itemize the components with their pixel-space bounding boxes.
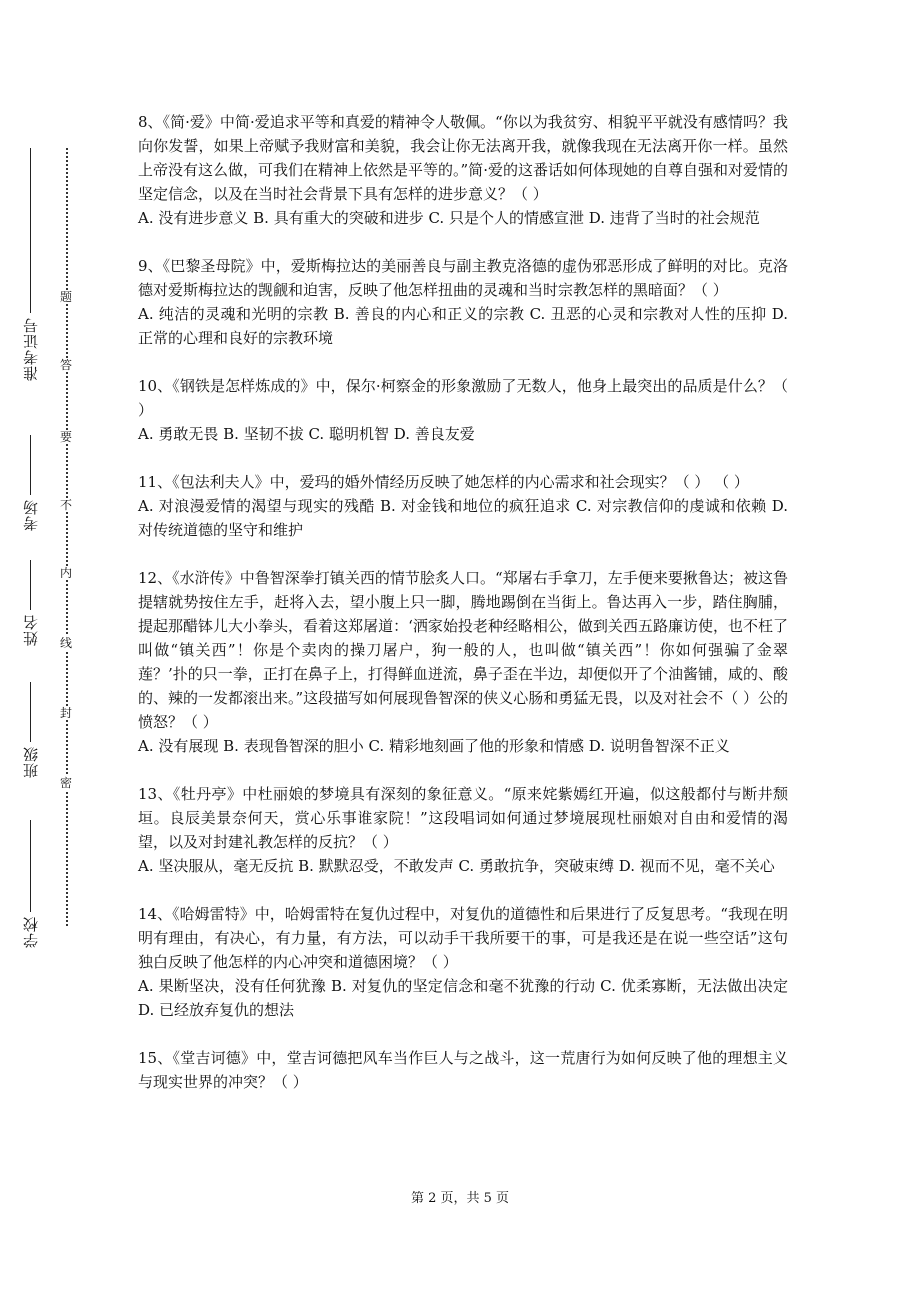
question-list: [138, 110, 788, 1118]
question-8: [138, 110, 788, 230]
exam-room-field: [10, 435, 50, 531]
question-options: A. 坚决服从，毫无反抗 B. 默默忍受，不敢发声 C. 勇敢抗争，突破束缚 D. 视而不见，毫不关心: [138, 857, 775, 875]
question-stem: 11、《包法利夫人》中，爱玛的婚外情经历反映了她怎样的内心需求和社会现实？（ ） （ ）: [138, 473, 749, 491]
question-stem: 10、《钢铁是怎样炼成的》中，保尔·柯察金的形象激励了无数人，他身上最突出的品质是什么？（ ）: [138, 377, 788, 419]
seal-char: 密: [59, 776, 72, 790]
question-14: [138, 902, 788, 1022]
question-13: [138, 782, 788, 878]
school-field: [10, 820, 50, 948]
question-options: A. 没有进步意义 B. 具有重大的突破和进步 C. 只是个人的情感宣泄 D. 违背了当时的社会规范: [138, 209, 760, 227]
school-blank[interactable]: [30, 820, 31, 912]
seal-char: 要: [59, 430, 72, 444]
exam-id-blank[interactable]: [30, 148, 31, 313]
exam-room-blank[interactable]: [30, 435, 31, 495]
name-label: 姓名: [21, 614, 40, 646]
question-stem: 14、《哈姆雷特》中，哈姆雷特在复仇过程中，对复仇的道德性和后果进行了反复思考。“我现在明明有理由，有决心，有力量，有方法，可以动手干我所要干的事，可是我还是在说一些空话”这句独白反映了他怎样的内心冲突和道德困境？（ ）: [138, 905, 788, 971]
seal-char: 不: [59, 498, 72, 512]
exam-id-label: 准考证号: [21, 317, 40, 381]
exam-room-label: 考场: [21, 499, 40, 531]
question-10: [138, 374, 788, 446]
seal-dotted-line: [66, 148, 68, 926]
question-9: [138, 254, 788, 350]
seal-char: 封: [59, 706, 72, 720]
seal-char: 线: [59, 636, 72, 650]
seal-char: 答: [59, 358, 72, 372]
question-11: [138, 470, 788, 542]
question-stem: 12、《水浒传》中鲁智深拳打镇关西的情节脍炙人口。“郑屠右手拿刀，左手便来要揪鲁达；被这鲁提辖就势按住左手，赶将入去，望小腹上只一脚，腾地踢倒在当街上。鲁达再入一步，踏住胸脯，提起那醋钵儿大小拳头，看着这郑屠道：‘洒家始投老种经略相公，做到关西五路廉访使，也不枉了叫做“镇关西”！你是个卖肉的操刀屠户，狗一般的人，也叫做“镇关西”！你如何强骗了金翠莲？’扑的只一拳，正打在鼻子上，打得鲜血迸流，鼻子歪在半边，却便似开了个油酱铺，咸的、酸的、辣的一发都滚出来。”这段描写如何展现鲁智深的侠义心肠和勇猛无畏，以及对社会不（ ）公的愤怒？（ ）: [138, 569, 788, 731]
question-options: A. 勇敢无畏 B. 坚韧不拔 C. 聪明机智 D. 善良友爱: [138, 425, 475, 443]
question-stem: 13、《牡丹亭》中杜丽娘的梦境具有深刻的象征意义。“原来姹紫嫣红开遍，似这般都付与断井颓垣。良辰美景奈何天，赏心乐事谁家院！”这段唱词如何通过梦境展现杜丽娘对自由和爱情的渴望，以及对封建礼教怎样的反抗？（ ）: [138, 785, 788, 851]
question-options: A. 没有展现 B. 表现鲁智深的胆小 C. 精彩地刻画了他的形象和情感 D. 说明鲁智深不正义: [138, 737, 730, 755]
question-options: A. 纯洁的灵魂和光明的宗教 B. 善良的内心和正义的宗教 C. 丑恶的心灵和宗教对人性的压抑 D. 正常的心理和良好的宗教环境: [138, 305, 788, 347]
question-15: [138, 1046, 788, 1094]
name-field: [10, 560, 50, 646]
class-blank[interactable]: [30, 682, 31, 742]
question-stem: 15、《堂吉诃德》中，堂吉诃德把风车当作巨人与之战斗，这一荒唐行为如何反映了他的理想主义与现实世界的冲突？（ ）: [138, 1049, 788, 1091]
question-12: [138, 566, 788, 758]
question-stem: 8、《简·爱》中简·爱追求平等和真爱的精神令人敬佩。“你以为我贫穷、相貌平平就没有感情吗？我向你发誓，如果上帝赋予我财富和美貌，我会让你无法离开我，就像我现在无法离开你一样。虽然上帝没有这么做，可我们在精神上依然是平等的。”简·爱的这番话如何体现她的自尊自强和对爱情的坚定信念，以及在当时社会背景下具有怎样的进步意义？（ ）: [138, 113, 788, 203]
exam-id-field: [10, 148, 50, 381]
seal-char: 题: [59, 290, 72, 304]
question-options: A. 对浪漫爱情的渴望与现实的残酷 B. 对金钱和地位的疯狂追求 C. 对宗教信仰的虔诚和依赖 D. 对传统道德的坚守和维护: [138, 497, 788, 539]
class-label: 班级: [21, 746, 40, 778]
question-options: A. 果断坚决，没有任何犹豫 B. 对复仇的坚定信念和毫不犹豫的行动 C. 优柔寡断，无法做出决定 D. 已经放弃复仇的想法: [138, 977, 788, 1019]
seal-char: 内: [59, 566, 72, 580]
question-stem: 9、《巴黎圣母院》中，爱斯梅拉达的美丽善良与副主教克洛德的虚伪邪恶形成了鲜明的对比。克洛德对爱斯梅拉达的觊觎和迫害，反映了他怎样扭曲的灵魂和当时宗教怎样的黑暗面？（ ）: [138, 257, 788, 299]
class-field: [10, 682, 50, 778]
binding-strip: [0, 0, 90, 1302]
school-label: 学校: [21, 916, 40, 948]
page-footer: 第 2 页，共 5 页: [410, 1191, 510, 1206]
name-blank[interactable]: [30, 560, 31, 610]
